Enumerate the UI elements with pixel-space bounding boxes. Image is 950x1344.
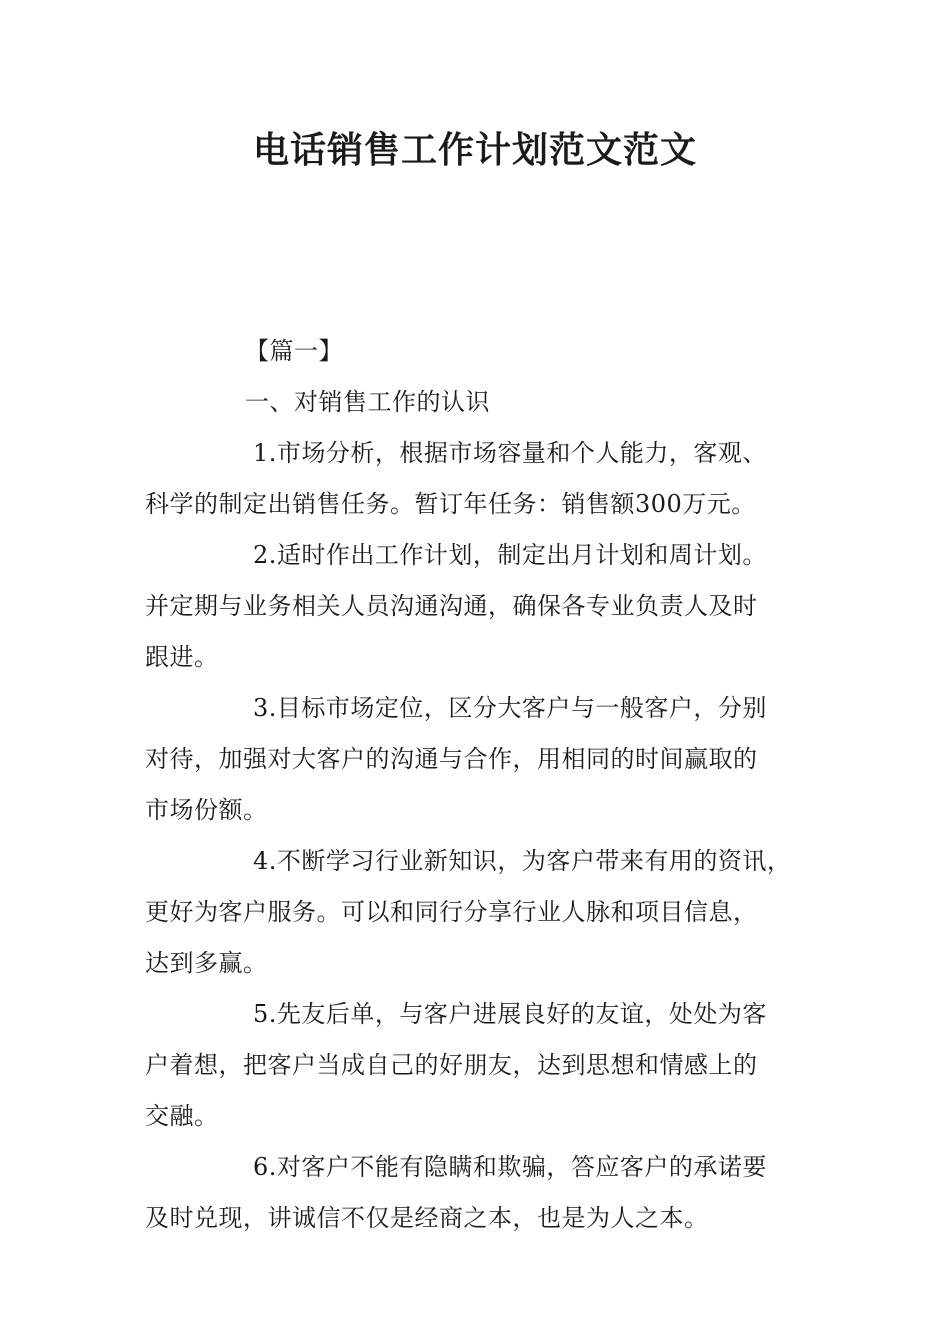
paragraph-4 <box>145 836 817 989</box>
paragraph-3 <box>145 683 817 836</box>
paragraph-line: 4.不断学习行业新知识，为客户带来有用的资讯， <box>253 847 792 875</box>
section-label: 【篇一】 <box>245 337 343 365</box>
document-title: 电话销售工作计划范文范文 <box>252 130 697 171</box>
paragraph-line: 市场份额。 <box>145 796 268 824</box>
paragraph-line: 及时兑现，讲诚信不仅是经商之本，也是为人之本。 <box>145 1204 709 1232</box>
section-heading: 一、对销售工作的认识 <box>245 388 490 416</box>
paragraph-line: 2.适时作出工作计划，制定出月计划和周计划。 <box>253 541 767 569</box>
paragraph-6 <box>145 1142 817 1244</box>
paragraph-5 <box>145 989 817 1142</box>
paragraph-line: 并定期与业务相关人员沟通沟通，确保各专业负责人及时 <box>145 592 758 620</box>
paragraph-line: 对待，加强对大客户的沟通与合作，用相同的时间赢取的 <box>145 745 758 773</box>
paragraph-line: 跟进。 <box>145 643 219 671</box>
document-body <box>145 326 817 1244</box>
paragraph-1 <box>145 428 817 530</box>
paragraph-line: 户着想，把客户当成自己的好朋友，达到思想和情感上的 <box>145 1051 758 1079</box>
paragraph-line: 1.市场分析，根据市场容量和个人能力，客观、 <box>253 439 767 467</box>
paragraph-2 <box>145 530 817 683</box>
paragraph-line: 6.对客户不能有隐瞒和欺骗，答应客户的承诺要 <box>253 1153 767 1181</box>
paragraph-line: 3.目标市场定位，区分大客户与一般客户，分别 <box>253 694 767 722</box>
paragraph-line: 更好为客户服务。可以和同行分享行业人脉和项目信息， <box>145 898 758 926</box>
paragraph-line: 交融。 <box>145 1102 219 1130</box>
paragraph-line: 科学的制定出销售任务。暂订年任务：销售额300万元。 <box>145 490 756 518</box>
paragraph-line: 5.先友后单，与客户进展良好的友谊，处处为客 <box>253 1000 767 1028</box>
paragraph-line: 达到多赢。 <box>145 949 268 977</box>
